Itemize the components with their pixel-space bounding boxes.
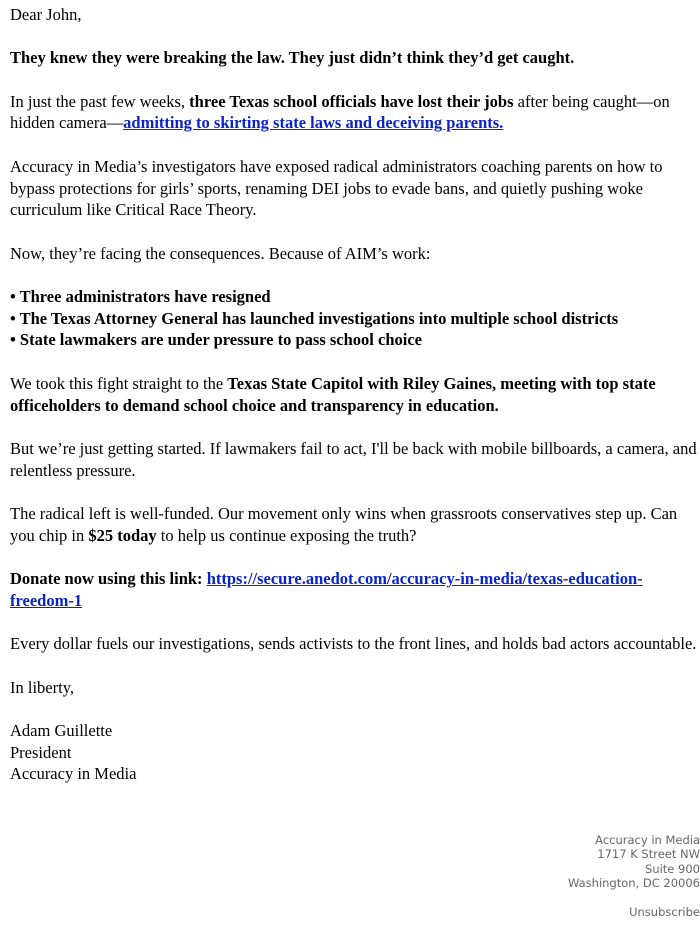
signature-name: Adam Guillette (10, 721, 113, 741)
headline (10, 47, 700, 69)
greeting: Dear John, (10, 5, 82, 24)
appeal-text-1: The radical left is well-funded. Our movement only wins when grassroots conservatives step up. Can you chip in (10, 504, 678, 545)
intro-bold: three Texas school officials have lost their jobs (189, 91, 514, 111)
list-item: • The Texas Attorney General has launched investigations into multiple school districts (10, 308, 619, 328)
results-list (10, 286, 700, 351)
footer-suite: Suite 900 (645, 861, 700, 876)
capitol-paragraph (10, 373, 700, 416)
unsubscribe-link[interactable]: Unsubscribe (629, 905, 700, 919)
list-item: • State lawmakers are under pressure to pass school choice (10, 330, 423, 350)
footer-org: Accuracy in Media (595, 833, 700, 847)
headline-text: They knew they were breaking the law. They just didn’t think they’d get caught. (10, 48, 575, 68)
footer-street: 1717 K Street NW (597, 847, 700, 862)
appeal-text-2: to help us continue exposing the truth? (156, 525, 417, 545)
closing: In liberty, (10, 677, 74, 697)
donate-label: Donate now using this link: (10, 569, 207, 589)
intro-text-1: In just the past few weeks, (10, 91, 190, 111)
capitol-bold: Texas State Capitol with Riley Gaines, meeting with top state officeholders to demand school choice and transparency in education. (10, 373, 656, 415)
signature (10, 720, 700, 785)
footer-address (400, 833, 700, 891)
intro-text-2: after being caught—on hidden camera— (10, 91, 670, 133)
evidence-link[interactable]: admitting to skirting state laws and deceiving parents. (123, 113, 504, 133)
investigation-paragraph: Accuracy in Media’s investigators have exposed radical administrators coaching parents on how to bypass protections for girls’ sports, renaming DEI jobs to evade bans, and quietly pushing woke curriculum like Critical Race Theory. (10, 156, 663, 220)
signature-title: President (10, 742, 72, 762)
list-item: • Three administrators have resigned (10, 287, 271, 307)
footer-city: Washington, DC 20006 (567, 876, 700, 891)
donate-link[interactable]: https://secure.anedot.com/accuracy-in-media/texas-education-freedom-1 (10, 569, 643, 610)
appeal-paragraph (10, 503, 700, 546)
appeal-amount: $25 today (88, 525, 157, 545)
email-body (10, 4, 700, 785)
donate-paragraph (10, 568, 700, 611)
action-paragraph: But we’re just getting started. If lawmakers fail to act, I'll be back with mobile billboards, a camera, and relentless pressure. (10, 438, 697, 480)
signature-org: Accuracy in Media (10, 764, 137, 784)
consequences-paragraph: Now, they’re facing the consequences. Because of AIM’s work: (10, 243, 431, 263)
intro-paragraph (10, 91, 700, 134)
capitol-text: We took this fight straight to the (10, 373, 228, 393)
impact-paragraph: Every dollar fuels our investigations, sends activists to the front lines, and holds bad actors accountable. (10, 634, 697, 654)
